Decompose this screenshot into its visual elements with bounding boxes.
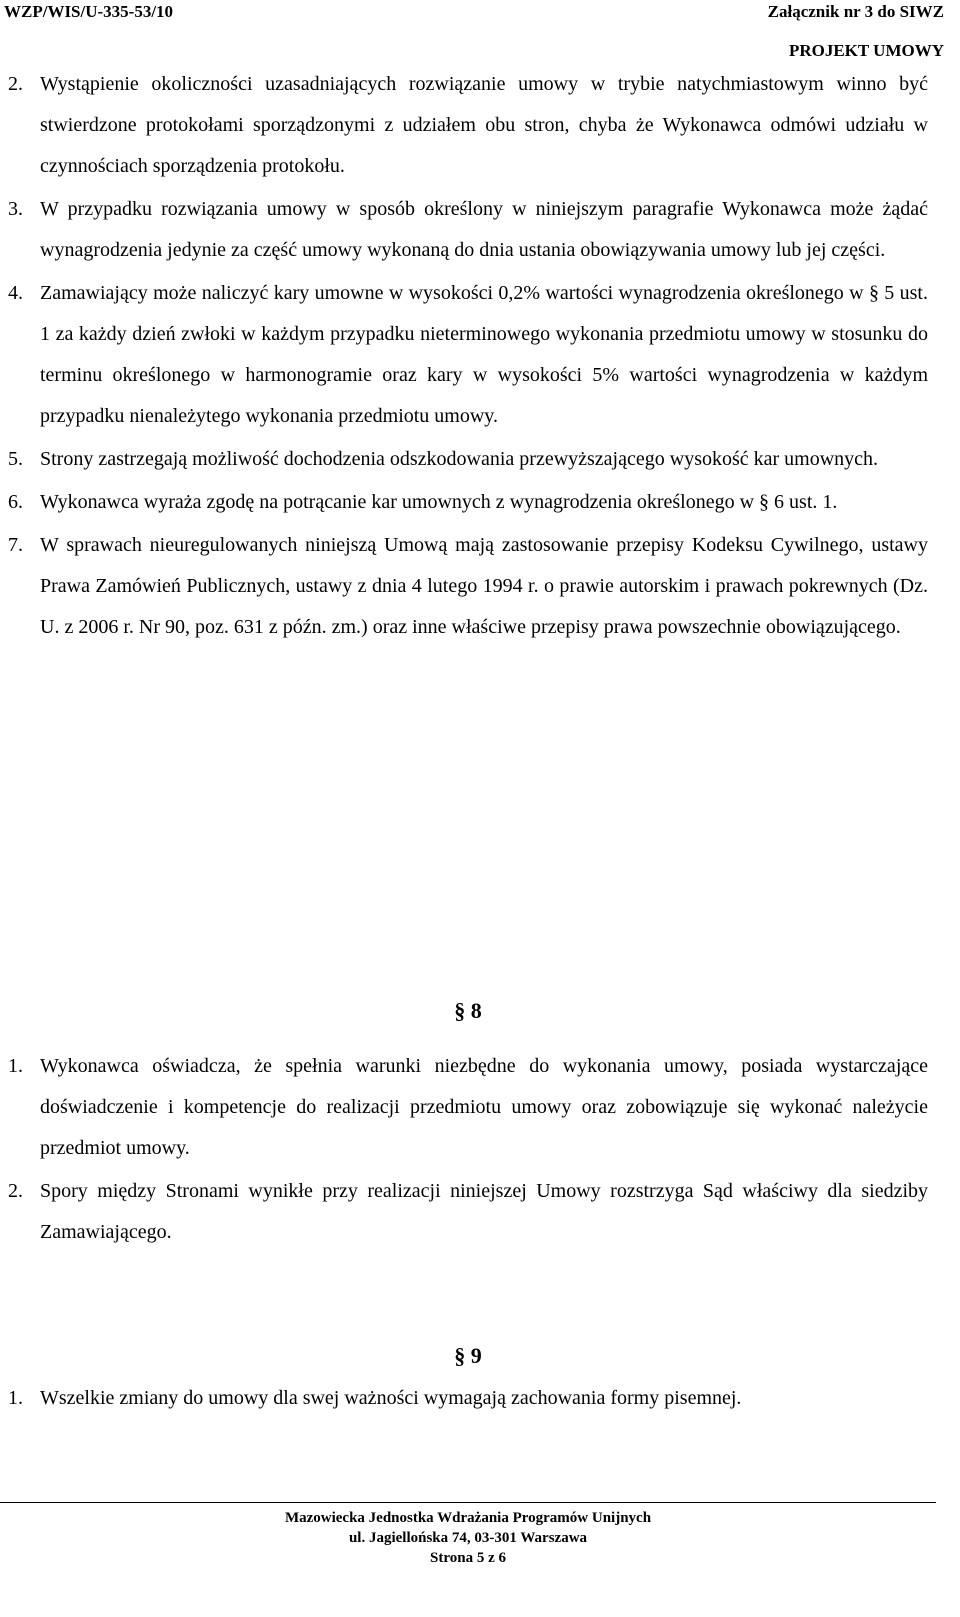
clause-text: Strony zastrzegają możliwość dochodzenia odszkodowania przewyższającego wysokość kar umownych. (40, 448, 879, 470)
clause-item (8, 482, 928, 523)
project-label: PROJEKT UMOWY (788, 41, 944, 60)
clause-item (8, 1171, 928, 1253)
clause-item (8, 64, 928, 187)
clause-item (8, 189, 928, 271)
clause-text: Zamawiający może naliczyć kary umowne w wysokości 0,2% wartości wynagrodzenia określonego w § 5 ust. 1 za każdy dzień zwłoki w każdym przypadku nieterminowego wykonania przedmiotu umowy w stosunku do terminu określonego w harmonogramie oraz kary w wysokości 5% wartości wynagrodzenia w każdym przypadku nienależytego wykonania przedmiotu umowy. (40, 282, 928, 427)
clause-item (8, 1378, 928, 1419)
clause-number: 7. (8, 534, 23, 556)
section-7-continued (8, 64, 928, 648)
clause-number: 6. (8, 491, 23, 513)
clause-text: Wykonawca oświadcza, że spełnia warunki niezbędne do wykonania umowy, posiada wystarczające doświadczenie i kompetencje do realizacji przedmiotu umowy oraz zobowiązuje się wykonać należycie przedmiot umowy. (40, 1055, 928, 1159)
footer-address: ul. Jagiellońska 74, 03-301 Warszawa (348, 1530, 588, 1546)
clause-text: W przypadku rozwiązania umowy w sposób określony w niniejszym paragrafie Wykonawca może żądać wynagrodzenia jedynie za część umowy wykonaną do dnia ustania obowiązywania umowy lub jej części. (40, 198, 928, 261)
section-8-body (8, 1046, 928, 1253)
clause-item (8, 525, 928, 648)
section-9-body (8, 1378, 928, 1419)
clause-text: Wykonawca wyraża zgodę na potrącanie kar umownych z wynagrodzenia określonego w § 6 ust. 1. (40, 491, 838, 513)
clause-number: 4. (8, 282, 23, 304)
footer-organization: Mazowiecka Jednostka Wdrażania Programów Unijnych (284, 1510, 652, 1526)
clause-number: 5. (8, 448, 23, 470)
footer-divider (0, 1502, 936, 1503)
document-reference: WZP/WIS/U-335-53/10 (4, 2, 174, 21)
clause-item (8, 273, 928, 437)
clause-text: Wszelkie zmiany do umowy dla swej ważności wymagają zachowania formy pisemnej. (40, 1387, 742, 1409)
clause-number: 1. (8, 1055, 23, 1077)
clause-item (8, 1046, 928, 1169)
page-footer (0, 1508, 936, 1568)
clause-text: Spory między Stronami wynikłe przy realizacji niniejszej Umowy rozstrzyga Sąd właściwy dla siedziby Zamawiającego. (40, 1180, 928, 1243)
clause-text: W sprawach nieuregulowanych niniejszą Umową mają zastosowanie przepisy Kodeksu Cywilnego, ustawy Prawa Zamówień Publicznych, ustawy z dnia 4 lutego 1994 r. o prawie autorskim i prawach pokrewnych (Dz. U. z 2006 r. Nr 90, poz. 631 z późn. zm.) oraz inne właściwe przepisy prawa powszechnie obowiązującego. (40, 534, 928, 638)
section-9-heading: § 9 (454, 1343, 482, 1368)
attachment-label: Załącznik nr 3 do SIWZ (767, 2, 944, 21)
clause-number: 1. (8, 1387, 23, 1409)
page-number: Strona 5 z 6 (430, 1550, 506, 1566)
clause-number: 2. (8, 73, 23, 95)
clause-text: Wystąpienie okoliczności uzasadniających rozwiązanie umowy w trybie natychmiastowym winno być stwierdzone protokołami sporządzonymi z udziałem obu stron, chyba że Wykonawca odmówi udziału w czynnościach sporządzenia protokołu. (40, 73, 928, 177)
section-8-heading: § 8 (454, 998, 482, 1023)
clause-number: 2. (8, 1180, 23, 1202)
clause-number: 3. (8, 198, 23, 220)
clause-item (8, 439, 928, 480)
